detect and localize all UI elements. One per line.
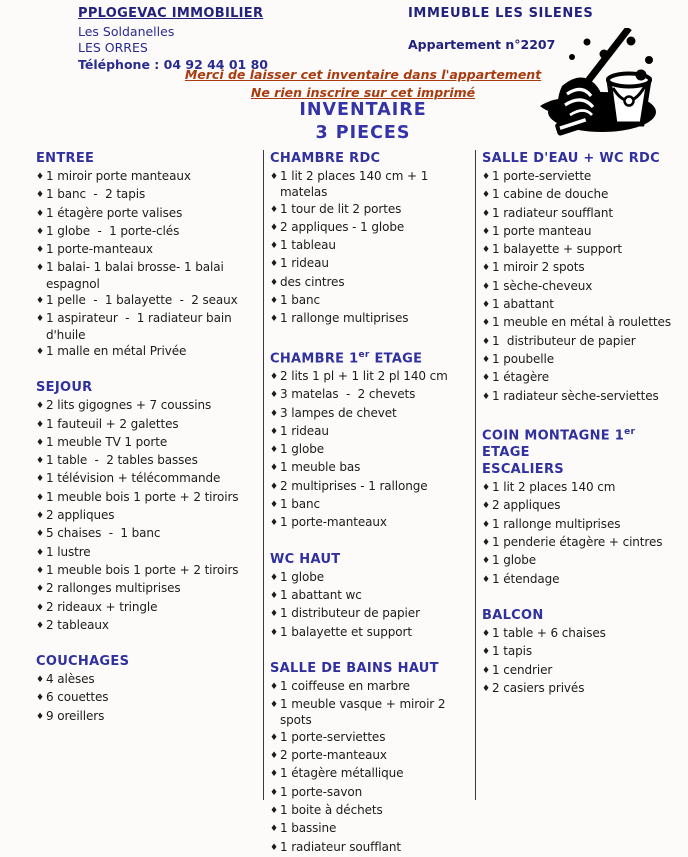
inventory-item — [36, 689, 259, 707]
inventory-item — [270, 839, 473, 857]
inventory-item — [36, 168, 259, 186]
bullet-icon: ♦ — [270, 463, 278, 474]
bullet-icon: ♦ — [270, 751, 278, 762]
inventory-item — [482, 497, 686, 515]
inventory-item — [482, 516, 686, 534]
bullet-icon: ♦ — [482, 556, 490, 567]
mop-and-bucket-clipart-icon — [532, 28, 664, 140]
inventory-item — [36, 241, 259, 259]
inventory-item — [36, 617, 259, 635]
bullet-icon: ♦ — [36, 172, 44, 182]
inventory-item-text: 1 étendage — [491, 571, 560, 586]
bullet-icon: ♦ — [270, 769, 278, 780]
notice-line-1: Merci de laisser cet inventaire dans l'appartement — [184, 67, 542, 82]
inventory-item — [270, 310, 473, 328]
bullet-icon: ♦ — [36, 602, 44, 613]
bullet-icon: ♦ — [482, 208, 490, 219]
inventory-item-text: 1 meuble TV 1 porte — [45, 434, 168, 449]
section-heading: ENTREE — [36, 151, 95, 166]
inventory-item — [36, 223, 259, 241]
inventory-item — [36, 562, 259, 580]
inventory-item — [482, 186, 686, 204]
bullet-icon: ♦ — [270, 824, 278, 835]
bullet-icon: ♦ — [270, 572, 278, 583]
bullet-icon: ♦ — [482, 538, 490, 549]
bullet-icon: ♦ — [36, 547, 44, 558]
inventory-section — [482, 150, 686, 406]
apartment-number: Appartement n°2207 — [408, 37, 556, 52]
inventory-item — [482, 479, 686, 497]
inventory-item-text: 1 aspirateur - 1 radiateur bain d'huile — [45, 311, 236, 342]
inventory-item — [36, 343, 259, 361]
inventory-item — [36, 671, 259, 689]
bullet-icon: ♦ — [482, 354, 490, 365]
inventory-item-text: 2 rideaux + tringle — [45, 599, 158, 614]
inventory-item — [270, 255, 473, 273]
inventory-item — [270, 201, 473, 219]
inventory-item — [36, 397, 259, 415]
inventory-item-text: 1 étagère — [491, 370, 550, 385]
section-heading: BALCON — [482, 607, 544, 623]
inventory-item — [482, 625, 686, 643]
inventory-item — [36, 544, 259, 562]
bullet-icon: ♦ — [270, 390, 278, 401]
bullet-icon: ♦ — [36, 419, 44, 430]
bullet-icon: ♦ — [270, 805, 278, 816]
inventory-section — [36, 150, 259, 361]
bullet-icon: ♦ — [36, 675, 44, 686]
inventory-item — [482, 333, 686, 351]
notice-line-2: Ne rien inscrire sur cet imprimé — [250, 85, 476, 100]
inventory-item-text: 1 banc — [279, 293, 320, 308]
inventory-item — [482, 223, 686, 241]
inventory-section — [270, 150, 473, 329]
inventory-item-text: 1 étagère porte valises — [45, 205, 183, 220]
bullet-icon: ♦ — [482, 483, 490, 494]
bullet-icon: ♦ — [36, 474, 44, 485]
inventory-item — [482, 680, 686, 698]
inventory-item-text: 1 miroir porte manteaux — [45, 169, 191, 183]
inventory-item — [270, 168, 473, 201]
inventory-item — [482, 643, 686, 661]
inventory-item-text: 1 porte-serviette — [491, 169, 592, 183]
inventory-item-text: 1 tapis — [491, 644, 532, 659]
inventory-item-text: 1 boite à déchets — [279, 802, 383, 817]
bullet-icon: ♦ — [482, 172, 490, 182]
inventory-item-text: 1 miroir 2 spots — [491, 260, 585, 275]
inventory-item-text: 1 table - 2 tables basses — [45, 453, 198, 468]
inventory-item-text: 1 balayette et support — [279, 624, 412, 639]
inventory-item-text: 1 sèche-cheveux — [491, 278, 593, 293]
bullet-icon: ♦ — [36, 190, 44, 201]
inventory-item — [36, 434, 259, 452]
document-title-line2: 3 PIECES — [315, 123, 411, 143]
inventory-item-text: 3 matelas - 2 chevets — [279, 387, 416, 402]
inventory-item-text: 1 lustre — [45, 544, 91, 559]
inventory-item — [270, 237, 473, 255]
inventory-item-text: 1 meuble en métal à roulettes — [491, 315, 671, 330]
bullet-icon: ♦ — [36, 208, 44, 219]
inventory-item — [270, 386, 473, 404]
section-heading: SALLE D'EAU + WC RDC — [482, 151, 660, 166]
inventory-item — [270, 459, 473, 477]
bullet-icon: ♦ — [270, 681, 278, 692]
inventory-item — [36, 205, 259, 223]
inventory-column-left — [36, 150, 263, 800]
bullet-icon: ♦ — [270, 408, 278, 419]
inventory-item-text: 1 meuble vasque + miroir 2 spots — [279, 697, 450, 728]
bullet-icon: ♦ — [270, 204, 278, 215]
company-name: PPLOGEVAC IMMOBILIER — [78, 6, 264, 21]
bullet-icon: ♦ — [482, 336, 490, 347]
inventory-item-text: 2 porte-manteaux — [279, 748, 387, 763]
inventory-item — [270, 747, 473, 765]
inventory-item — [36, 416, 259, 434]
bullet-icon: ♦ — [482, 226, 490, 237]
inventory-section — [482, 424, 686, 589]
inventory-item-text: 1 lit 2 places 140 cm — [491, 480, 616, 495]
bullet-icon: ♦ — [482, 683, 490, 694]
inventory-item-text: 2 appliques - 1 globe — [279, 219, 405, 234]
inventory-section — [36, 653, 259, 726]
inventory-section — [270, 660, 473, 857]
inventory-item — [36, 525, 259, 543]
bullet-icon: ♦ — [270, 241, 278, 252]
bullet-icon: ♦ — [270, 518, 278, 529]
bullet-icon: ♦ — [36, 693, 44, 704]
inventory-item-text: 1 meuble bois 1 porte + 2 tiroirs — [45, 562, 239, 577]
bullet-icon: ♦ — [36, 226, 44, 237]
inventory-item-text: 1 malle en métal Privée — [45, 343, 187, 358]
inventory-item — [270, 274, 473, 292]
bullet-icon: ♦ — [36, 401, 44, 412]
inventory-item — [270, 696, 473, 729]
bullet-icon: ♦ — [482, 373, 490, 384]
inventory-item — [482, 168, 686, 186]
bullet-icon: ♦ — [36, 346, 44, 357]
inventory-item-text: 4 alèses — [45, 672, 95, 687]
bullet-icon: ♦ — [482, 574, 490, 585]
inventory-item-text: 1 distributeur de papier — [491, 333, 636, 348]
inventory-item — [270, 219, 473, 237]
inventory-item — [270, 514, 473, 532]
bullet-icon: ♦ — [270, 445, 278, 456]
inventory-item-text: 1 penderie étagère + cintres — [491, 535, 663, 550]
bullet-icon: ♦ — [270, 277, 278, 288]
inventory-item — [482, 662, 686, 680]
inventory-item — [270, 292, 473, 310]
inventory-item-text: 1 banc — [279, 497, 320, 512]
bullet-icon: ♦ — [270, 314, 278, 325]
inventory-section — [36, 379, 259, 635]
company-address-line1: Les Soldanelles — [78, 24, 175, 39]
bullet-icon: ♦ — [482, 263, 490, 274]
inventory-item-text: 1 distributeur de papier — [279, 606, 420, 621]
bullet-icon: ♦ — [36, 492, 44, 503]
bullet-icon: ♦ — [482, 245, 490, 256]
bullet-icon: ♦ — [482, 501, 490, 512]
inventory-item-text: des cintres — [279, 274, 345, 289]
inventory-item-text: 1 rideau — [279, 423, 329, 438]
inventory-item — [270, 496, 473, 514]
inventory-item — [36, 186, 259, 204]
inventory-item-text: 2 appliques — [45, 508, 115, 523]
inventory-item-text: 1 rallonge multiprises — [279, 311, 409, 326]
section-heading: CHAMBRE 1er ETAGE — [270, 349, 423, 366]
bullet-icon: ♦ — [482, 391, 490, 402]
bullet-icon: ♦ — [36, 584, 44, 595]
bullet-icon: ♦ — [270, 787, 278, 798]
bullet-icon: ♦ — [36, 565, 44, 576]
section-heading: SEJOUR — [36, 380, 93, 396]
inventory-item — [270, 405, 473, 423]
inventory-item — [270, 587, 473, 605]
inventory-item-text: 2 lits 1 pl + 1 lit 2 pl 140 cm — [279, 369, 448, 383]
inventory-item-text: 1 lit 2 places 140 cm + 1 matelas — [279, 169, 432, 200]
inventory-item — [482, 552, 686, 570]
bullet-icon: ♦ — [270, 842, 278, 853]
inventory-item-text: 1 globe — [491, 553, 537, 568]
inventory-item-text: 1 porte-manteaux — [279, 515, 387, 530]
section-heading: SALLE DE BAINS HAUT — [270, 660, 439, 676]
inventory-item-text: 6 couettes — [45, 690, 109, 705]
inventory-item-text: 1 porte manteau — [491, 223, 592, 238]
inventory-item-text: 1 tableau — [279, 238, 336, 253]
inventory-item-text: 3 lampes de chevet — [279, 405, 397, 420]
inventory-item-text: 1 abattant wc — [279, 587, 362, 602]
inventory-item-text: 1 abattant — [491, 297, 554, 312]
inventory-item-text: 1 table + 6 chaises — [491, 625, 606, 640]
bullet-icon: ♦ — [36, 529, 44, 540]
bullet-icon: ♦ — [482, 281, 490, 292]
inventory-item-text: 1 porte-manteaux — [45, 242, 153, 257]
company-address-line2: LES ORRES — [78, 40, 148, 55]
inventory-item-text: 1 fauteuil + 2 galettes — [45, 416, 179, 431]
bullet-icon: ♦ — [270, 500, 278, 511]
inventory-item — [270, 802, 473, 820]
inventory-column-right — [475, 150, 688, 800]
bullet-icon: ♦ — [482, 300, 490, 311]
bullet-icon: ♦ — [270, 222, 278, 233]
bullet-icon: ♦ — [270, 296, 278, 307]
section-heading: COIN MONTAGNE 1er ETAGE ESCALIERS — [482, 426, 636, 478]
inventory-item-text: 1 radiateur sèche-serviettes — [491, 388, 659, 403]
inventory-item — [270, 605, 473, 623]
inventory-item — [36, 259, 259, 292]
inventory-item — [270, 820, 473, 838]
inventory-section — [270, 551, 473, 642]
inventory-item-text: 1 radiateur soufflant — [491, 205, 613, 220]
inventory-item-text: 2 multiprises - 1 rallonge — [279, 478, 428, 493]
inventory-item — [36, 708, 259, 726]
bullet-icon: ♦ — [482, 647, 490, 658]
section-heading: WC HAUT — [270, 551, 341, 567]
inventory-item — [270, 441, 473, 459]
company-phone: Téléphone : 04 92 44 01 80 — [78, 57, 269, 72]
bullet-icon: ♦ — [482, 190, 490, 201]
inventory-item-text: 1 meuble bas — [279, 460, 361, 475]
inventory-item-text: 2 casiers privés — [491, 680, 585, 695]
inventory-item-text: 1 balai- 1 balai brosse- 1 balai espagnol — [45, 260, 228, 291]
inventory-item-text: 1 globe - 1 porte-clés — [45, 223, 180, 238]
bullet-icon: ♦ — [36, 511, 44, 522]
inventory-item — [482, 259, 686, 277]
inventory-item-text: 1 banc - 2 tapis — [45, 187, 146, 202]
bullet-icon: ♦ — [270, 481, 278, 492]
inventory-item-text: 1 tour de lit 2 portes — [279, 201, 402, 216]
inventory-item-text: 2 tableaux — [45, 617, 109, 632]
inventory-item — [270, 784, 473, 802]
bullet-icon: ♦ — [36, 314, 44, 325]
bullet-icon: ♦ — [36, 296, 44, 307]
inventory-item-text: 1 rideau — [279, 256, 329, 271]
inventory-item — [482, 534, 686, 552]
bullet-icon: ♦ — [270, 609, 278, 620]
inventory-item — [482, 571, 686, 589]
inventory-section — [270, 347, 473, 533]
inventory-item — [482, 351, 686, 369]
inventory-item-text: 1 porte-serviettes — [279, 729, 386, 744]
inventory-item-text: 1 balayette + support — [491, 242, 623, 257]
bullet-icon: ♦ — [270, 700, 278, 711]
bullet-icon: ♦ — [36, 437, 44, 448]
inventory-item — [482, 278, 686, 296]
building-name: IMMEUBLE LES SILENES — [408, 6, 594, 21]
inventory-section — [482, 607, 686, 698]
inventory-item — [482, 369, 686, 387]
inventory-item-text: 1 poubelle — [491, 351, 555, 366]
inventory-item-text: 1 bassine — [279, 821, 337, 836]
bullet-icon: ♦ — [270, 732, 278, 743]
inventory-item — [36, 452, 259, 470]
inventory-item-text: 1 cabine de douche — [491, 187, 609, 202]
bullet-icon: ♦ — [270, 172, 278, 182]
inventory-item-text: 2 rallonges multiprises — [45, 581, 181, 596]
bullet-icon: ♦ — [36, 711, 44, 722]
bullet-icon: ♦ — [36, 245, 44, 256]
bullet-icon: ♦ — [482, 628, 490, 639]
inventory-item-text: 1 radiateur soufflant — [279, 839, 401, 854]
inventory-item-text: 5 chaises - 1 banc — [45, 526, 161, 541]
bullet-icon: ♦ — [270, 590, 278, 601]
inventory-item-text: 1 meuble bois 1 porte + 2 tiroirs — [45, 489, 239, 504]
bullet-icon: ♦ — [36, 620, 44, 631]
inventory-item — [270, 423, 473, 441]
inventory-item — [36, 310, 259, 343]
inventory-item — [36, 507, 259, 525]
bullet-icon: ♦ — [482, 318, 490, 329]
inventory-item — [482, 314, 686, 332]
inventory-item — [36, 599, 259, 617]
inventory-item — [270, 624, 473, 642]
company-block — [78, 6, 268, 73]
inventory-item-text: 9 oreillers — [45, 708, 105, 723]
inventory-item — [482, 388, 686, 406]
inventory-columns — [36, 150, 688, 854]
inventory-item — [270, 729, 473, 747]
inventory-item-text: 1 globe — [279, 569, 325, 584]
bullet-icon: ♦ — [270, 426, 278, 437]
inventory-item-text: 1 pelle - 1 balayette - 2 seaux — [45, 293, 238, 308]
inventory-item — [36, 580, 259, 598]
inventory-item — [270, 368, 473, 386]
inventory-item-text: 1 cendrier — [491, 662, 553, 677]
inventory-item — [270, 678, 473, 696]
section-heading: CHAMBRE RDC — [270, 151, 381, 166]
inventory-item-text: 2 appliques — [491, 498, 561, 513]
inventory-item-text: 1 porte-savon — [279, 784, 363, 799]
inventory-item — [270, 478, 473, 496]
bullet-icon: ♦ — [482, 519, 490, 530]
bullet-icon: ♦ — [270, 372, 278, 382]
inventory-item-text: 1 étagère métallique — [279, 766, 404, 781]
inventory-item — [36, 489, 259, 507]
inventory-item — [270, 765, 473, 783]
bullet-icon: ♦ — [270, 627, 278, 638]
bullet-icon: ♦ — [36, 263, 44, 274]
inventory-item — [270, 569, 473, 587]
inventory-item-text: 1 télévision + télécommande — [45, 471, 221, 486]
inventory-item-text: 2 lits gigognes + 7 coussins — [45, 398, 212, 413]
inventory-item-text: 1 globe — [279, 442, 325, 457]
bullet-icon: ♦ — [36, 456, 44, 467]
inventory-item — [36, 292, 259, 310]
bullet-icon: ♦ — [482, 665, 490, 676]
inventory-column-middle — [263, 150, 475, 854]
inventory-item — [482, 241, 686, 259]
inventory-item-text: 1 rallonge multiprises — [491, 516, 621, 531]
inventory-item-text: 1 coiffeuse en marbre — [279, 678, 410, 693]
inventory-item — [482, 296, 686, 314]
inventory-item — [482, 205, 686, 223]
bullet-icon: ♦ — [270, 259, 278, 270]
inventory-item — [36, 470, 259, 488]
document-title-line1: INVENTAIRE — [299, 100, 427, 120]
section-heading: COUCHAGES — [36, 654, 130, 670]
